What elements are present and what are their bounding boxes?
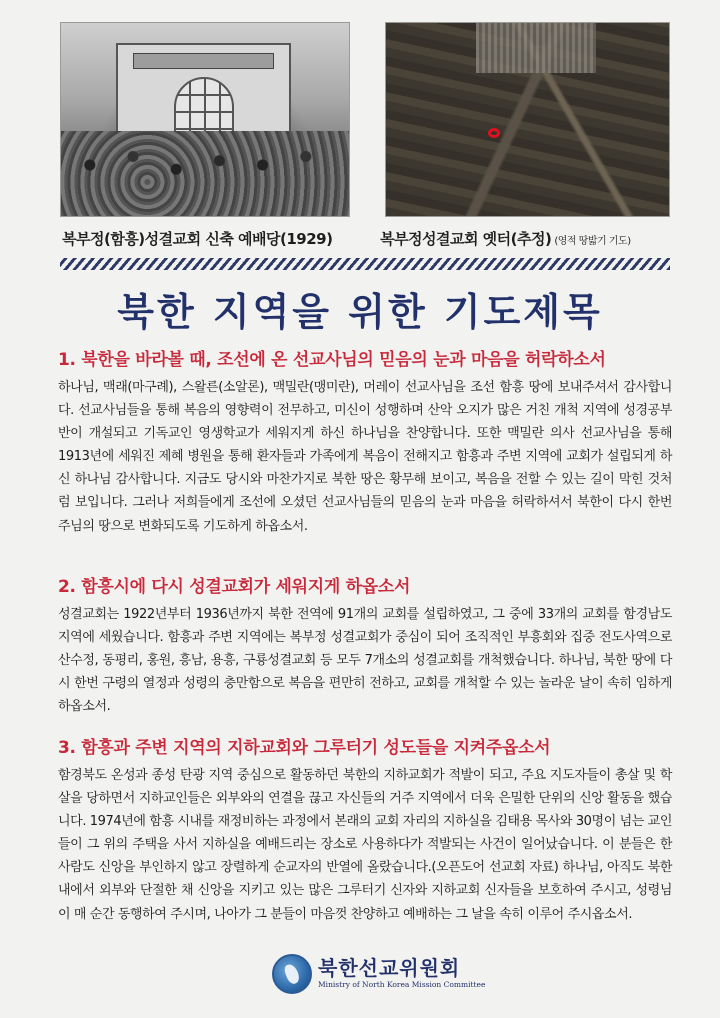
divider-stripe: [60, 258, 670, 270]
section-heading: 1. 북한을 바라볼 때, 조선에 온 선교사님의 믿음의 눈과 마음을 허락하소서: [58, 350, 606, 370]
church-sign: [133, 53, 274, 69]
photo-gallery: [60, 22, 670, 252]
section-body: 함경북도 온성과 종성 탄광 지역 중심으로 활동하던 북한의 지하교회가 적발이 되고, 주요 지도자들이 총살 및 학살을 당하면서 지하교인들은 외부와의 연결을 끊고 자신들의 거주 지역에서 더욱 은밀한 단위의 신앙 활동을 했습니다. 1974년에 함흥 시내를 재정비하는 과정에서 본래의 교회 자리의 지하실을 김태용 목사와 30명이 넘는 교인들이 그 위의 주택을 사서 지하실을 예배드리는 장소로 사용하다가 적발되는 사건이 일어났습니다. 이 분들은 한 사람도 신앙을 부인하지 않고 장렬하게 순교자의 반열에 올랐습니다.(오픈도어 선교회 자료) 하나님, 아직도 북한 내에서 외부와 단절한 채 신앙을 지키고 있는 많은 그루터기 신자와 지하교회 신자들을 보호하여 주시고, 성령님이 매 순간 동행하여 주시며, 나아가 그 분들이 마음껏 찬양하고 예배하는 그 날을 속히 이루어 주시옵소서.: [58, 768, 672, 922]
prayer-section-2: [58, 572, 672, 718]
town-area: [476, 23, 596, 73]
congregation-crowd: [61, 131, 349, 216]
logo-name-english: Ministry of North Korea Mission Committee: [318, 980, 486, 989]
left-photo-caption: 복부정(함흥)성결교회 신축 예배당(1929): [62, 230, 333, 248]
organization-logo: [272, 952, 486, 1002]
section-heading: 3. 함흥과 주변 지역의 지하교회와 그루터기 성도들을 지켜주옵소서: [58, 738, 551, 758]
location-marker-icon: [488, 128, 500, 138]
right-photo-caption: [380, 228, 631, 249]
right-caption-text: 복부정성결교회 옛터(추정): [380, 230, 552, 248]
right-caption-note: (영적 땅밟기 기도): [554, 236, 631, 247]
page-title: 북한 지역을 위한 기도제목: [117, 290, 603, 334]
satellite-photo: [385, 22, 670, 217]
section-body: 하나님, 맥래(마구례), 스왈른(소알론), 맥밀란(맹미란), 머레이 선교사님을 조선 함흥 땅에 보내주셔서 감사합니다. 선교사님들을 통해 복음의 영향력이 전무하고, 미신이 성행하며 산악 오지가 많은 거친 개척 지역에 성경공부반이 개설되고 기독교인 영생학교가 세워지게 하신 하나님을 찬양합니다. 또한 맥밀란 의사 선교사님을 통해 1913년에 세워진 제혜 병원을 통해 환자들과 가족에게 복음이 전해지고 함흥과 주변 지역에 교회가 설립되게 하신 하나님 감사합니다. 지금도 당시와 마찬가지로 북한 땅은 황무해 보이고, 복음을 전할 수 있는 길이 막힌 것처럼 보입니다. 그러나 저희들에게 조선에 오셨던 선교사님들의 믿음의 눈과 마음을 허락하셔서 북한이 다시 한번 주님의 땅으로 변화되도록 기도하게 하옵소서.: [58, 380, 673, 534]
church-photo: [60, 22, 350, 217]
section-heading: 2. 함흥시에 다시 성결교회가 세워지게 하옵소서: [58, 577, 411, 597]
prayer-section-1: [58, 345, 672, 538]
globe-icon: [272, 954, 312, 994]
prayer-section-3: [58, 733, 672, 926]
logo-name-korean: 북한선교위원회: [318, 956, 461, 980]
section-body: 성결교회는 1922년부터 1936년까지 북한 전역에 91개의 교회를 설립하였고, 그 중에 33개의 교회를 함경남도 지역에 세웠습니다. 함흥과 주변 지역에는 복부정 성결교회가 중심이 되어 조직적인 부흥회와 집중 전도사역으로 산수정, 동평리, 홍원, 흥남, 용흥, 구룡성결교회 등 모두 7개소의 성결교회를 개척했습니다. 하나님, 북한 땅에 다시 한번 구령의 열정과 성령의 충만함으로 복음을 편만히 전하고, 교회를 개척할 수 있는 놀라운 날이 속히 임하게 하옵소서.: [58, 607, 672, 715]
